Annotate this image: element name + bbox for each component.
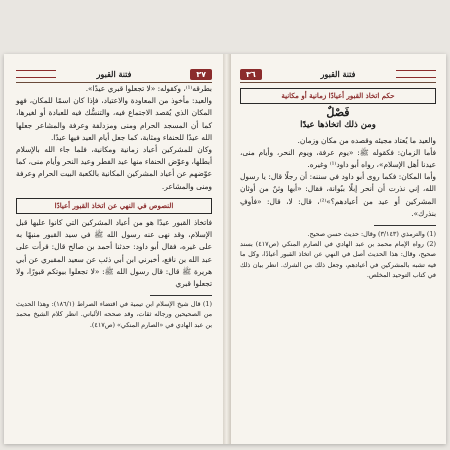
footnotes <box>240 229 436 280</box>
footnote: (1) والترمذي (٣/١٤٣) وقال: حديث حسن صحيح. <box>307 230 436 239</box>
paragraph: فاتخاذ القبور عيدًا هو من أعياد المشركين التي كانوا عليها قبل الإسلام، وقد نهى عنه رسول الله ﷺ في سيد القبور منبهًا به على غيره، فقال أبو داود: حدثنا أحمد بن صالح قال: قرأت على عبد الله بن نافع، أخبرني ابن أبي ذئب عن سعيد المقبري عن أبي هريرة ﷺ قال: قال رسول الله ﷺ: «لا تجعلوا بيوتكم قبورًا، ولا تجعلوا قبري <box>16 218 212 289</box>
footnotes <box>16 299 212 330</box>
left-page-body <box>16 83 212 290</box>
footnote: (2) رواه الإمام محمد بن عبد الهادي في الصارم المنكي (ص٤١٧) بسند صحيح، وقال: هذا الحديث أصل في النهي عن اتخاذ القبور أعيادًا، وكل ما فيه تشبه بالمشركين في أعيادهم، وجعل ذلك من الشرك. انظر بيان ذلك في كتاب التوحيد المخلص. <box>240 240 436 279</box>
footnote-divider <box>374 225 436 226</box>
running-title: فتنة القبور <box>320 69 356 79</box>
book-gutter <box>223 54 231 444</box>
page-number: ٣٦ <box>240 69 262 80</box>
right-page <box>232 54 446 444</box>
chapter-title: فَصْلٌ <box>326 106 350 120</box>
footnote-divider <box>150 295 212 296</box>
paragraph: فأما الزمان: فكقوله ﷺ: «يوم عرفة، ويوم النحر، وأيام منى، عيدنا أهل الإسلام»، رواه أبو داود⁽¹⁾ وغيره. <box>240 147 436 170</box>
paragraph: وأما المكان: فكما روى أبو داود في سننه: أن رجلًا قال: يا رسول الله، إني نذرت أن أنحر إبلًا ببُوانة، فقال: «أبها وثنٌ من أوثان المشركين أو عيد من أعيادهم؟»⁽²⁾، قال: لا، قال: «فأوفِ بنذرك». <box>240 172 436 218</box>
left-page <box>8 54 222 444</box>
section-heading: النصوص في النهي عن اتخاذ القبور أعيادًا <box>16 198 212 214</box>
book-spread <box>4 54 446 444</box>
chapter-subtitle: ومن ذلك اتخاذها عيدًا <box>300 120 376 131</box>
left-page-header <box>16 66 212 83</box>
paragraph: والعيد ما يُعتاد مجيئه وقصده من مكان وزمان. <box>297 135 436 145</box>
running-title: فتنة القبور <box>96 69 132 79</box>
page-number: ٣٧ <box>190 69 212 80</box>
paragraph: بطرقه⁽¹⁾، وكقوله: «لا تجعلوا قبري عيدًا». <box>85 84 212 93</box>
footnote: (1) قال شيخ الإسلام ابن تيمية في اقتضاء الصراط (١٨٦/١): وهذا الحديث من الصحيحين ورجاله ثقات، وقد صححه الألباني. انظر كلام الشيخ محمد بن عبد الهادي في «الصارم المنكي» (ص٤١٧). <box>16 300 212 329</box>
right-page-header <box>240 66 436 83</box>
right-page-body <box>240 88 436 220</box>
section-heading: حكم اتخاذ القبور أعيادًا زمانية أو مكانية <box>240 88 436 104</box>
paragraph: والعيد: مأخوذ من المعاودة والاعتياد، فإذا كان اسمًا للمكان، فهو المكان الذي يُقصد الاجتماع فيه، والتنسُّك فيه للعبادة أو لغيرها، كما أن المسجد الحرام ومنى ومزدلفة وعرفة والمشاعر جعلها الله عيدًا للحنفاء ومثابة، كما جعل أيام العيد فيها عيدًا. <box>16 96 212 142</box>
paragraph: وكان للمشركين أعياد زمانية ومكانية، فلما جاء الله بالإسلام أبطلها، وعوّض الحنفاء منها عيد الفطر وعيد النحر وأيام منى، كما عوّضهم عن أعياد المشركين المكانية بالكعبة البيت الحرام وعرفة ومنى والمشاعر. <box>16 145 212 191</box>
